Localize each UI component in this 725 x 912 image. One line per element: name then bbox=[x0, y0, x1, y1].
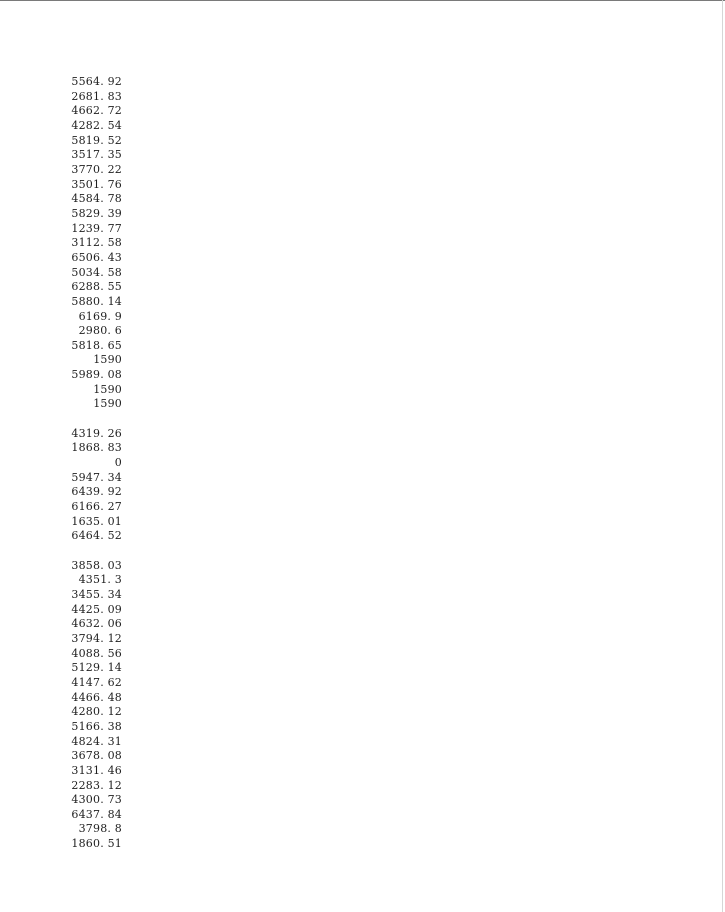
value-row: 5819. 52 bbox=[71, 133, 122, 147]
value-row: 4466. 48 bbox=[71, 690, 122, 704]
value-row: 6437. 84 bbox=[71, 807, 122, 821]
value-row: 4319. 26 bbox=[71, 426, 122, 440]
value-row: 1635. 01 bbox=[71, 514, 122, 528]
value-row: 3678. 08 bbox=[71, 749, 122, 763]
value-row: 3517. 35 bbox=[71, 148, 122, 162]
value-row: 2283. 12 bbox=[71, 778, 122, 792]
page-right-border bbox=[722, 0, 723, 912]
value-row: 4824. 31 bbox=[71, 734, 122, 748]
value-row: 3501. 76 bbox=[71, 177, 122, 191]
value-row: 4662. 72 bbox=[71, 104, 122, 118]
value-row: 1868. 83 bbox=[71, 441, 122, 455]
blank-row bbox=[66, 412, 122, 427]
value-row: 4088. 56 bbox=[71, 646, 122, 660]
value-row: 4584. 78 bbox=[71, 192, 122, 206]
value-row: 6464. 52 bbox=[71, 529, 122, 543]
value-row: 5989. 08 bbox=[71, 368, 122, 382]
value-row: 5034. 58 bbox=[71, 265, 122, 279]
value-row: 4282. 54 bbox=[71, 118, 122, 132]
blank-row bbox=[66, 544, 122, 559]
value-row: 5818. 65 bbox=[71, 338, 122, 352]
value-row: 1590 bbox=[93, 353, 122, 367]
value-row: 5880. 14 bbox=[71, 294, 122, 308]
value-row: 1590 bbox=[93, 382, 122, 396]
value-row: 1239. 77 bbox=[71, 221, 122, 235]
value-row: 5564. 92 bbox=[71, 75, 122, 88]
value-row: 3770. 22 bbox=[71, 162, 122, 176]
value-row: 2980. 6 bbox=[78, 324, 122, 338]
value-row: 3112. 58 bbox=[71, 236, 122, 250]
value-row: 6288. 55 bbox=[71, 280, 122, 294]
value-row: 4632. 06 bbox=[71, 617, 122, 631]
page-top-border bbox=[0, 0, 725, 1]
value-row: 5129. 14 bbox=[71, 661, 122, 675]
value-row: 4425. 09 bbox=[71, 602, 122, 616]
value-row: 4147. 62 bbox=[71, 675, 122, 689]
value-row: 4280. 12 bbox=[71, 705, 122, 719]
value-row: 6506. 43 bbox=[71, 250, 122, 264]
value-row: 1590 bbox=[93, 397, 122, 411]
value-row: 0 bbox=[114, 456, 122, 470]
value-row: 4300. 73 bbox=[71, 793, 122, 807]
value-row: 3455. 34 bbox=[71, 587, 122, 601]
value-row: 3858. 03 bbox=[71, 558, 122, 572]
value-row: 6166. 27 bbox=[71, 500, 122, 514]
value-row: 3794. 12 bbox=[71, 631, 122, 645]
value-row: 1860. 51 bbox=[71, 837, 122, 851]
value-column bbox=[66, 75, 122, 852]
value-row: 4351. 3 bbox=[78, 573, 122, 587]
value-row: 2681. 83 bbox=[71, 89, 122, 103]
value-row: 5166. 38 bbox=[71, 719, 122, 733]
value-row: 3131. 46 bbox=[71, 763, 122, 777]
value-row: 6439. 92 bbox=[71, 485, 122, 499]
value-row: 6169. 9 bbox=[78, 309, 122, 323]
value-row: 3798. 8 bbox=[78, 822, 122, 836]
value-row: 5829. 39 bbox=[71, 206, 122, 220]
value-row: 5947. 34 bbox=[71, 470, 122, 484]
